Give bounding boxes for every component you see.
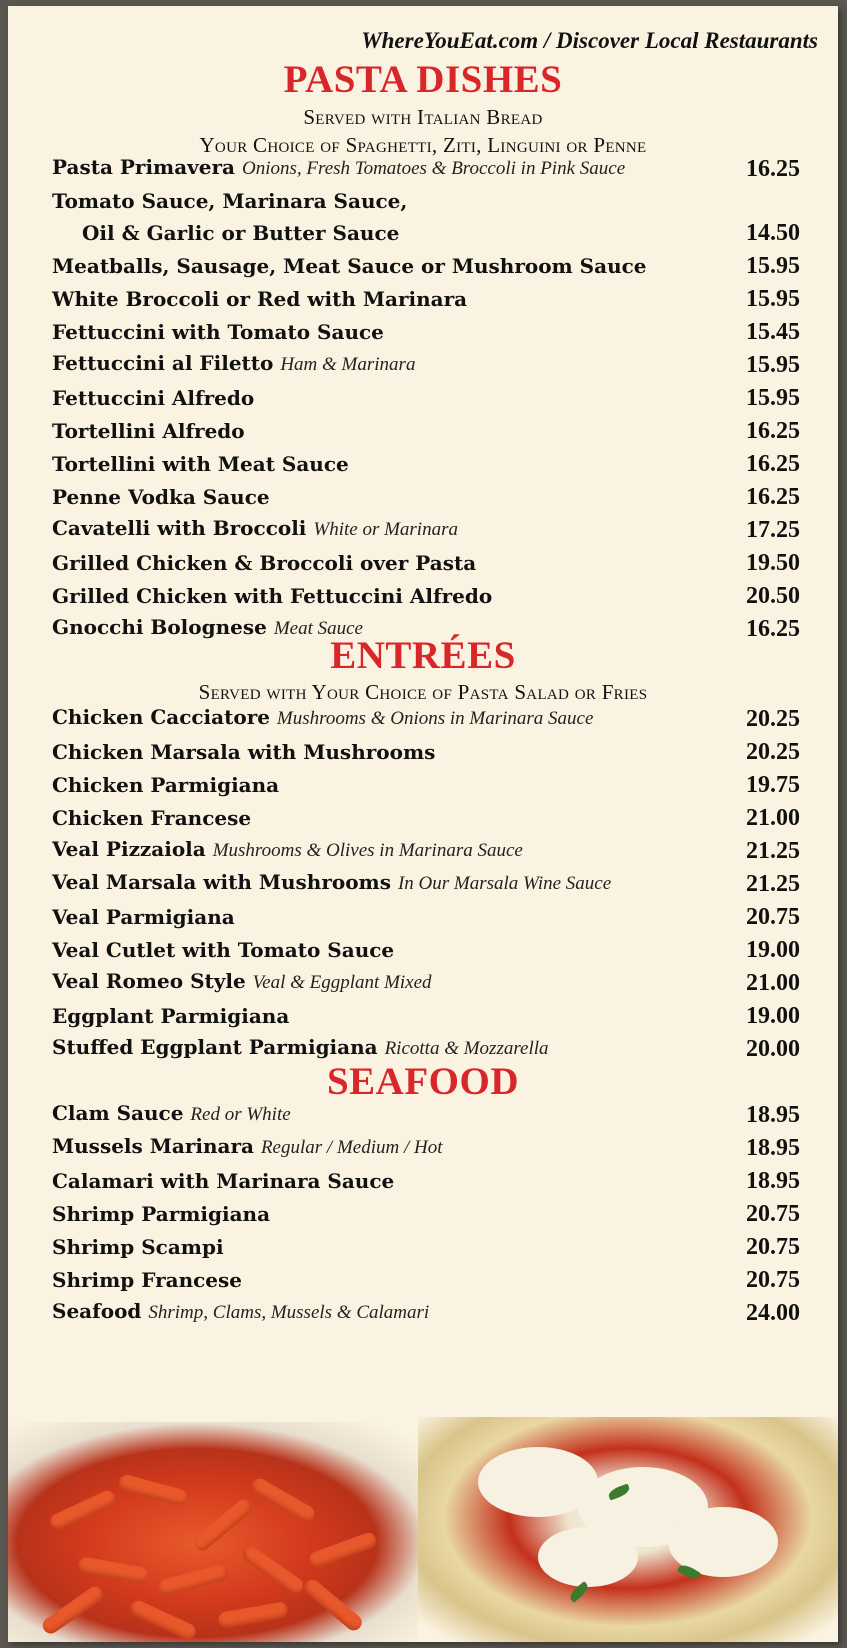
- item-description: White or Marinara: [313, 519, 458, 540]
- item-description: Red or White: [190, 1104, 291, 1125]
- item-description: In Our Marsala Wine Sauce: [397, 873, 612, 894]
- item-description: Mushrooms & Olives in Marinara Sauce: [212, 840, 523, 861]
- pasta-items: [52, 152, 800, 645]
- item-price: 21.00: [746, 805, 800, 831]
- menu-item: [52, 1197, 800, 1230]
- menu-item-name: [52, 965, 730, 999]
- menu-item: [52, 768, 800, 801]
- item-price: 18.95: [746, 1102, 800, 1128]
- item-price: 15.95: [746, 253, 800, 279]
- menu-item-name: [52, 1165, 730, 1197]
- item-name-text: Shrimp Parmigiana: [52, 1202, 271, 1226]
- item-name-text: White Broccoli or Red with Marinara: [52, 287, 468, 311]
- item-name-text: Veal Romeo Style: [52, 969, 246, 993]
- menu-item-name: [52, 769, 730, 801]
- item-price: 15.95: [746, 385, 800, 411]
- menu-item: [52, 348, 800, 381]
- item-name-text: Mussels Marinara: [52, 1134, 254, 1158]
- pasta-header: [8, 60, 838, 159]
- menu-item-name: [52, 1231, 730, 1263]
- menu-item-name: [52, 736, 730, 768]
- item-name-text: Shrimp Scampi: [52, 1235, 224, 1259]
- menu-page: [8, 6, 838, 1642]
- menu-item-name: [52, 833, 730, 867]
- menu-item-name: [52, 1295, 730, 1329]
- item-name-text: Shrimp Francese: [52, 1268, 242, 1292]
- menu-item-name: [52, 415, 730, 447]
- menu-item: [52, 185, 800, 249]
- menu-item: [52, 381, 800, 414]
- menu-item-name: [52, 185, 730, 249]
- menu-item: [52, 801, 800, 834]
- item-price: 16.25: [746, 418, 800, 444]
- item-name-text: Chicken Marsala with Mushrooms: [52, 740, 436, 764]
- item-name-text: Chicken Parmigiana: [52, 773, 280, 797]
- item-description: Regular / Medium / Hot: [260, 1137, 443, 1158]
- menu-item: [52, 1098, 800, 1131]
- menu-item: [52, 447, 800, 480]
- menu-item-name: [52, 802, 730, 834]
- menu-item-name: [52, 1264, 730, 1296]
- menu-item: [52, 999, 800, 1032]
- item-name-text: Seafood: [52, 1299, 142, 1323]
- item-description: Mushrooms & Onions in Marinara Sauce: [276, 708, 594, 729]
- item-name-text: Stuffed Eggplant Parmigiana: [52, 1035, 378, 1059]
- menu-item-name: [52, 701, 730, 735]
- menu-item: [52, 1296, 800, 1329]
- item-price: 17.25: [746, 517, 800, 543]
- menu-item: [52, 900, 800, 933]
- chicken-parmigiana-spaghetti-photo: [418, 1417, 838, 1642]
- food-photos: [8, 1402, 838, 1642]
- menu-item-name: [52, 283, 730, 315]
- item-price: 21.25: [746, 871, 800, 897]
- item-price: 20.75: [746, 904, 800, 930]
- entrees-header: [8, 636, 838, 705]
- menu-item-name: [52, 512, 730, 546]
- item-price: 18.95: [746, 1135, 800, 1161]
- item-price: 19.50: [746, 550, 800, 576]
- menu-item: [52, 834, 800, 867]
- pasta-subtitle-choice: Your Choice of Spaghetti, Ziti, Linguini or Penne: [199, 133, 647, 158]
- item-price: 16.25: [746, 156, 800, 182]
- item-price: 15.95: [746, 352, 800, 378]
- item-price: 16.25: [746, 451, 800, 477]
- item-price: 16.25: [746, 616, 800, 642]
- item-name-text: Tortellini Alfredo: [52, 419, 245, 443]
- menu-item-name: [52, 580, 730, 612]
- menu-item-name: [52, 151, 730, 185]
- menu-item: [52, 579, 800, 612]
- menu-item: [52, 735, 800, 768]
- menu-item: [52, 282, 800, 315]
- item-name-text: Grilled Chicken with Fettuccini Alfredo: [52, 584, 493, 608]
- menu-item-name: [52, 481, 730, 513]
- item-name-text: Eggplant Parmigiana: [52, 1004, 290, 1028]
- item-price: 18.95: [746, 1168, 800, 1194]
- section-title-seafood: SEAFOOD: [326, 1060, 520, 1103]
- item-price: 14.50: [746, 220, 800, 246]
- menu-item-name: [52, 547, 730, 579]
- seafood-header: [8, 1062, 838, 1101]
- item-description: Veal & Eggplant Mixed: [252, 972, 432, 993]
- item-price: 20.75: [746, 1201, 800, 1227]
- item-price: 20.25: [746, 739, 800, 765]
- menu-item: [52, 1164, 800, 1197]
- menu-item: [52, 1131, 800, 1164]
- menu-item: [52, 414, 800, 447]
- item-price: 19.00: [746, 1003, 800, 1029]
- item-description: Ricotta & Mozzarella: [384, 1038, 549, 1059]
- item-name-text: Fettuccini Alfredo: [52, 386, 255, 410]
- item-price: 19.00: [746, 937, 800, 963]
- menu-item-name: [52, 1000, 730, 1032]
- item-name-text: Clam Sauce: [52, 1101, 184, 1125]
- item-name-text: Pasta Primavera: [52, 155, 236, 179]
- seafood-items: [52, 1098, 800, 1329]
- section-title-entrees: ENTRÉES: [330, 634, 516, 677]
- item-name-text: Calamari with Marinara Sauce: [52, 1169, 395, 1193]
- menu-item-name: [52, 1198, 730, 1230]
- item-name-text: Chicken Francese: [52, 806, 252, 830]
- item-name-text: Tomato Sauce, Marinara Sauce,: [52, 189, 408, 213]
- menu-item-name: [52, 347, 730, 381]
- item-price: 15.45: [746, 319, 800, 345]
- menu-item: [52, 933, 800, 966]
- menu-item-name: [52, 866, 730, 900]
- item-price: 19.75: [746, 772, 800, 798]
- item-name-text: Meatballs, Sausage, Meat Sauce or Mushroom Sauce: [52, 254, 647, 278]
- item-name-text: Chicken Cacciatore: [52, 705, 270, 729]
- item-description: Shrimp, Clams, Mussels & Calamari: [148, 1302, 430, 1323]
- item-name-text: Veal Pizzaiola: [52, 837, 206, 861]
- menu-item-name: [52, 901, 730, 933]
- menu-item-name: [52, 316, 730, 348]
- item-name-text-line2: Oil & Garlic or Butter Sauce: [82, 221, 400, 245]
- menu-item-name: [52, 934, 730, 966]
- item-name-text: Grilled Chicken & Broccoli over Pasta: [52, 551, 477, 575]
- menu-item-name: [52, 382, 730, 414]
- menu-item: [52, 152, 800, 185]
- menu-item-name: [52, 1130, 730, 1164]
- item-name-text: Veal Marsala with Mushrooms: [52, 870, 391, 894]
- item-name-text: Cavatelli with Broccoli: [52, 516, 307, 540]
- item-description: Onions, Fresh Tomatoes & Broccoli in Pink Sauce: [242, 158, 626, 179]
- item-name-text: Veal Parmigiana: [52, 905, 235, 929]
- penne-pasta-photo: [8, 1422, 428, 1642]
- item-description: Ham & Marinara: [280, 354, 416, 375]
- pasta-subtitle-bread: Served with Italian Bread: [303, 105, 543, 129]
- menu-item: [52, 867, 800, 900]
- menu-item: [52, 966, 800, 999]
- menu-item-name: [52, 448, 730, 480]
- entrees-items: [52, 702, 800, 1065]
- item-price: 24.00: [746, 1300, 800, 1326]
- item-name-text: Penne Vodka Sauce: [52, 485, 270, 509]
- item-price: 20.25: [746, 706, 800, 732]
- item-name-text: Veal Cutlet with Tomato Sauce: [52, 938, 395, 962]
- item-price: 20.75: [746, 1267, 800, 1293]
- section-title-pasta: PASTA DISHES: [283, 58, 563, 101]
- menu-item: [52, 315, 800, 348]
- item-price: 16.25: [746, 484, 800, 510]
- menu-item: [52, 546, 800, 579]
- item-description: Meat Sauce: [273, 618, 363, 639]
- item-name-text: Gnocchi Bolognese: [52, 615, 267, 639]
- menu-item: [52, 1263, 800, 1296]
- item-name-text: Fettuccini with Tomato Sauce: [52, 320, 384, 344]
- item-name-text: Tortellini with Meat Sauce: [52, 452, 349, 476]
- menu-item-name: [52, 1097, 730, 1131]
- menu-item: [52, 702, 800, 735]
- menu-item: [52, 249, 800, 282]
- menu-item: [52, 1230, 800, 1263]
- item-price: 21.25: [746, 838, 800, 864]
- menu-item-name: [52, 250, 730, 282]
- item-name-text: Fettuccini al Filetto: [52, 351, 274, 375]
- menu-item: [52, 480, 800, 513]
- menu-item: [52, 513, 800, 546]
- item-price: 20.00: [746, 1036, 800, 1062]
- site-watermark: WhereYouEat.com / Discover Local Restaurants: [361, 28, 818, 53]
- item-price: 20.75: [746, 1234, 800, 1260]
- item-price: 15.95: [746, 286, 800, 312]
- item-price: 20.50: [746, 583, 800, 609]
- item-price: 21.00: [746, 970, 800, 996]
- entrees-subtitle: Served with Your Choice of Pasta Salad or Fries: [198, 680, 648, 704]
